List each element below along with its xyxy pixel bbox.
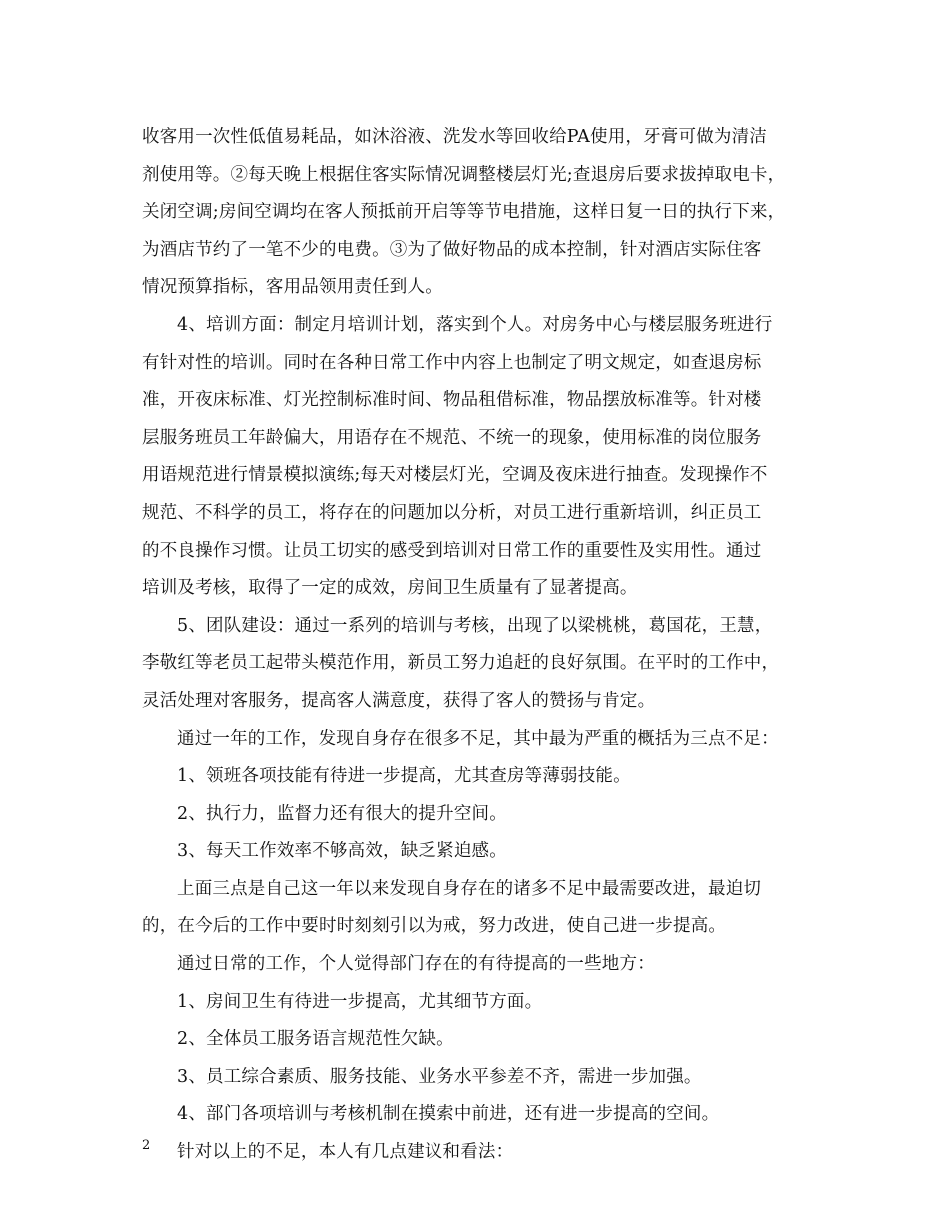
text-line: 2、执行力，监督力还有很大的提升空间。 [177, 803, 507, 824]
text-line: 规范、不科学的员工，将存在的问题加以分析，对员工进行重新培训，纠正员工 [142, 502, 762, 523]
text-line: 的不良操作习惯。让员工切实的感受到培训对日常工作的重要性及实用性。通过 [142, 540, 762, 561]
text-line: 3、员工综合素质、服务技能、业务水平参差不齐，需进一步加强。 [177, 1066, 702, 1087]
text-line: 为酒店节约了一笔不少的电费。③为了做好物品的成本控制，针对酒店实际住客 [142, 239, 762, 260]
text-line: 3、每天工作效率不够高效，缺乏紧迫感。 [177, 841, 507, 862]
text-line: 李敬红等老员工起带头模范作用，新员工努力追赶的良好氛围。在平时的工作中， [142, 653, 780, 674]
text-line: 培训及考核，取得了一定的成效，房间卫生质量有了显著提高。 [142, 578, 638, 599]
text-line: 灵活处理对客服务，提高客人满意度，获得了客人的赞扬与肯定。 [142, 690, 656, 711]
text-line: 2、全体员工服务语言规范性欠缺。 [177, 1029, 454, 1050]
text-line: 有针对性的培训。同时在各种日常工作中内容上也制定了明文规定，如查退房标 [142, 352, 762, 373]
text-line: 通过日常的工作，个人觉得部门存在的有待提高的一些地方： [177, 954, 655, 975]
document-body [142, 119, 807, 1172]
text-line: 用语规范进行情景模拟演练;每天对楼层灯光，空调及夜床进行抽查。发现操作不 [142, 465, 768, 486]
text-line: 1、领班各项技能有待进一步提高，尤其查房等薄弱技能。 [177, 766, 631, 787]
text-line: 1、房间卫生有待进一步提高，尤其细节方面。 [177, 991, 543, 1012]
text-line: 剂使用等。②每天晚上根据住客实际情况调整楼层灯光;查退房后要求拔掉取电卡， [142, 164, 786, 185]
text-line: 情况预算指标，客用品领用责任到人。 [142, 277, 443, 298]
text-line: 4、部门各项培训与考核机制在摸索中前进，还有进一步提高的空间。 [177, 1104, 720, 1125]
page-number: 2 [142, 1138, 151, 1153]
text-line: 通过一年的工作，发现自身存在很多不足，其中最为严重的概括为三点不足： [177, 728, 779, 749]
text-line: 5、团队建设：通过一系列的培训与考核，出现了以梁桃桃，葛国花，王慧， [177, 615, 773, 636]
text-line: 的，在今后的工作中要时时刻刻引以为戒，努力改进，使自己进一步提高。 [142, 916, 727, 937]
text-line: 层服务班员工年龄偏大，用语存在不规范、不统一的现象，使用标准的岗位服务 [142, 427, 762, 448]
text-line: 收客用一次性低值易耗品，如沐浴液、洗发水等回收给PA使用，牙膏可做为清洁 [142, 127, 768, 147]
text-line: 准，开夜床标准、灯光控制标准时间、物品租借标准，物品摆放标准等。针对楼 [142, 390, 762, 411]
text-line: 上面三点是自己这一年以来发现自身存在的诸多不足中最需要改进，最迫切 [177, 878, 762, 899]
text-line: 针对以上的不足，本人有几点建议和看法： [177, 1142, 514, 1163]
text-line: 关闭空调;房间空调均在客人预抵前开启等等节电措施，这样日复一日的执行下来， [142, 202, 786, 223]
text-line: 4、培训方面：制定月培训计划，落实到个人。对房务中心与楼层服务班进行 [177, 314, 773, 335]
